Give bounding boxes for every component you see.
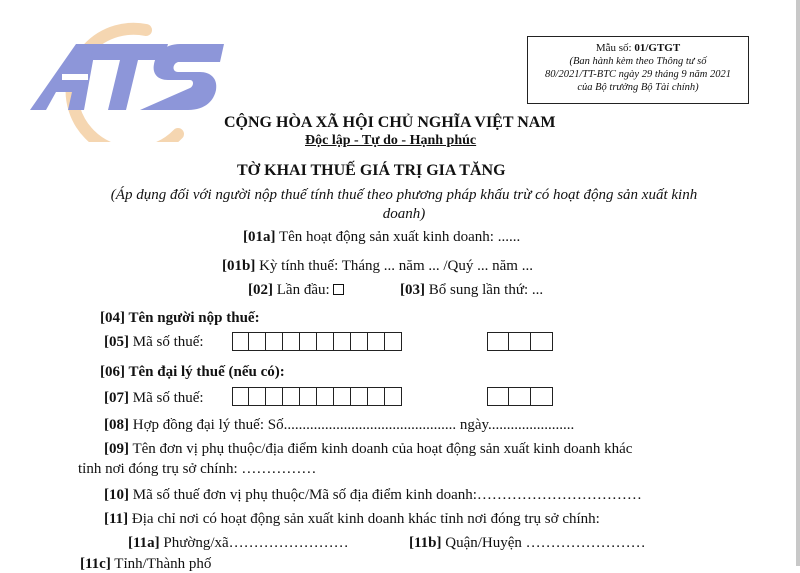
field-code: [07] bbox=[104, 390, 129, 406]
field-01a bbox=[243, 229, 520, 246]
field-label: Hợp đồng đại lý thuế: Số.............................................. ngày....................... bbox=[129, 417, 575, 433]
taxpayer-tax-code-boxes[interactable] bbox=[232, 332, 402, 351]
field-11a bbox=[128, 535, 349, 552]
field-code: [05] bbox=[104, 334, 129, 350]
form-code-value: 01/GTGT bbox=[634, 42, 681, 54]
field-11b bbox=[409, 535, 646, 552]
field-09 bbox=[104, 441, 632, 458]
form-note-line1: (Ban hành kèm theo Thông tư số bbox=[569, 56, 707, 67]
field-label: Mã số thuế: bbox=[129, 334, 204, 350]
field-08 bbox=[104, 417, 574, 434]
field-label: Tỉnh/Thành phố bbox=[110, 556, 212, 572]
taxpayer-tax-code-suffix-boxes[interactable] bbox=[487, 332, 553, 351]
form-code-label: Mẫu số: bbox=[595, 42, 635, 54]
field-label: Tên đơn vị phụ thuộc/địa điểm kinh doanh của hoạt động sản xuất kinh doanh khác bbox=[129, 441, 633, 457]
field-02 bbox=[248, 282, 344, 299]
field-03 bbox=[400, 282, 543, 299]
field-09-line2: tỉnh nơi đóng trụ sở chính: …………… bbox=[78, 461, 317, 477]
first-time-checkbox[interactable] bbox=[333, 284, 344, 295]
field-code: [02] bbox=[248, 282, 273, 298]
field-label: Mã số thuế đơn vị phụ thuộc/Mã số địa điểm kinh doanh:…………………………… bbox=[129, 487, 642, 503]
field-code: [11] bbox=[104, 511, 129, 527]
field-code: [04] bbox=[100, 310, 125, 326]
field-11c bbox=[80, 556, 211, 573]
field-11 bbox=[104, 511, 600, 528]
field-code: [11a] bbox=[128, 535, 160, 551]
form-note-line3: của Bộ trưởng Bộ Tài chính) bbox=[577, 82, 699, 93]
field-05 bbox=[104, 334, 204, 351]
form-code-box bbox=[527, 36, 749, 104]
field-label: Kỳ tính thuế: Tháng ... năm ... /Quý ... năm ... bbox=[255, 258, 533, 274]
field-code: [09] bbox=[104, 441, 129, 457]
field-label: Tên đại lý thuế (nếu có): bbox=[125, 364, 285, 380]
field-04 bbox=[100, 310, 260, 327]
field-10 bbox=[104, 487, 642, 504]
field-code: [01a] bbox=[243, 229, 276, 245]
field-07 bbox=[104, 390, 204, 407]
motto: Độc lập - Tự do - Hạnh phúc bbox=[305, 133, 477, 148]
field-code: [11b] bbox=[409, 535, 442, 551]
country-header: CỘNG HÒA XÃ HỘI CHỦ NGHĨA VIỆT NAM bbox=[224, 114, 556, 131]
field-label: Tên người nộp thuế: bbox=[125, 310, 260, 326]
form-code bbox=[528, 42, 748, 55]
field-label: Quận/Huyện …………………… bbox=[441, 535, 646, 551]
field-06 bbox=[100, 364, 285, 381]
ats-logo bbox=[28, 22, 228, 142]
document-title: TỜ KHAI THUẾ GIÁ TRỊ GIA TĂNG bbox=[237, 162, 506, 179]
field-label: Phường/xã…………………… bbox=[159, 535, 349, 551]
page-edge bbox=[796, 0, 800, 566]
form-note-line2: 80/2021/TT-BTC ngày 29 tháng 9 năm 2021 bbox=[545, 69, 731, 80]
agent-tax-code-suffix-boxes[interactable] bbox=[487, 387, 553, 406]
field-code: [10] bbox=[104, 487, 129, 503]
field-code: [11c] bbox=[80, 556, 111, 572]
field-code: [01b] bbox=[222, 258, 256, 274]
field-label: Mã số thuế: bbox=[129, 390, 204, 406]
field-label: Địa chỉ nơi có hoạt động sản xuất kinh doanh khác tỉnh nơi đóng trụ sở chính: bbox=[128, 511, 600, 527]
field-code: [08] bbox=[104, 417, 129, 433]
document-subtitle: (Áp dụng đối với người nộp thuế tính thuế theo phương pháp khấu trừ có hoạt động sản xuất kinh doanh) bbox=[110, 187, 698, 222]
field-01b bbox=[222, 258, 533, 275]
field-label: Lần đầu: bbox=[273, 282, 330, 298]
agent-tax-code-boxes[interactable] bbox=[232, 387, 402, 406]
field-code: [03] bbox=[400, 282, 425, 298]
field-code: [06] bbox=[100, 364, 125, 380]
field-label: Tên hoạt động sản xuất kinh doanh: ...... bbox=[275, 229, 521, 245]
field-label: Bổ sung lần thứ: ... bbox=[425, 282, 544, 298]
